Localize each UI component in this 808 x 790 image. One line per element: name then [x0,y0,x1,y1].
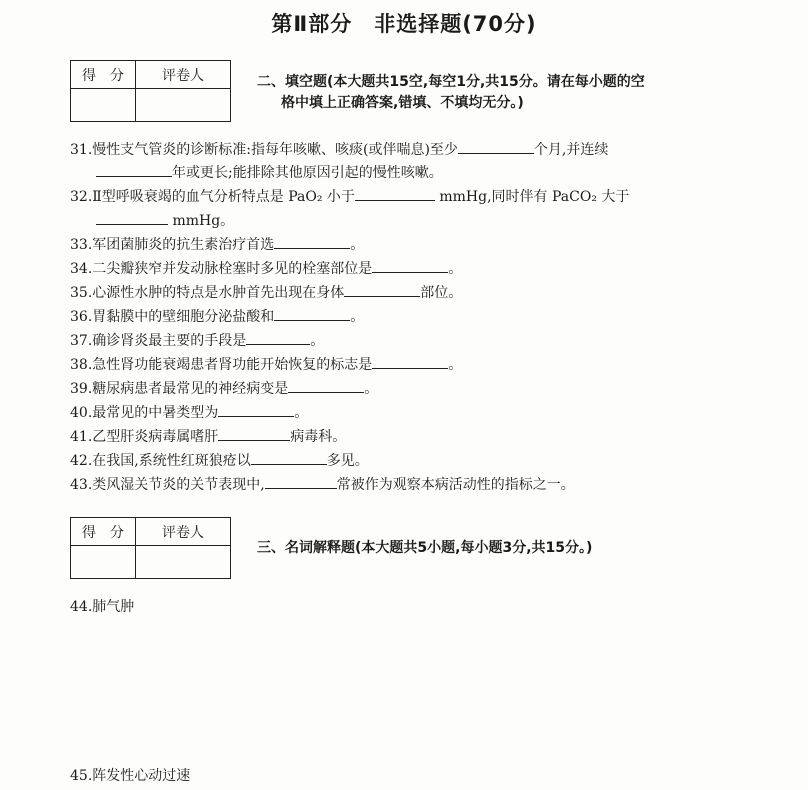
question-text: 。 [350,309,365,325]
answer-blank[interactable] [96,210,168,225]
answer-blank[interactable] [274,306,350,321]
score-label: 得 分 [71,61,136,89]
question-text: 病毒科。 [290,429,347,445]
question-text: 43.类风湿关节炎的关节表现中, [70,477,265,493]
answer-blank[interactable] [372,258,448,273]
grader-cell[interactable] [136,89,231,122]
section3-heading [257,538,592,559]
answer-blank[interactable] [251,450,327,465]
question-text: 多见。 [326,453,369,469]
question-32 [70,186,629,207]
question-text: 。 [364,381,379,397]
question-text: 40.最常见的中暑类型为 [70,405,219,421]
question-40 [70,402,308,423]
answer-blank[interactable] [96,162,172,177]
question-33 [70,234,364,255]
question-34 [70,258,462,279]
question-text: 。 [294,405,309,421]
question-44: 44.肺气肿 [70,599,135,615]
question-text: 31.慢性支气管炎的诊断标准:指每年咳嗽、咳痰(或伴喘息)至少 [70,142,458,158]
grader-label: 评卷人 [136,518,231,546]
question-36 [70,306,364,327]
question-text: 。 [310,333,325,349]
section2-heading [257,72,645,114]
grader-label: 评卷人 [136,61,231,89]
answer-blank[interactable] [246,330,310,345]
answer-blank[interactable] [372,354,448,369]
question-text: 个月,并连续 [533,142,609,158]
question-text: 42.在我国,系统性红斑狼疮以 [70,453,251,469]
question-39 [70,378,378,399]
score-table [70,60,231,122]
question-text: 36.胃黏膜中的壁细胞分泌盐酸和 [70,309,275,325]
answer-blank[interactable] [265,474,337,489]
answer-blank[interactable] [344,282,420,297]
answer-blank[interactable] [218,402,294,417]
question-42 [70,450,369,471]
question-43 [70,474,575,495]
section2-heading-line1: 二、填空题(本大题共15空,每空1分,共15分。请在每小题的空 [257,74,645,90]
question-text: 37.确诊肾炎最主要的手段是 [70,333,247,349]
question-32-cont [96,210,234,231]
question-text: 。 [448,357,463,373]
score-cell[interactable] [71,89,136,122]
question-text: 。 [448,261,463,277]
question-text: 年或更长;能排除其他原因引起的慢性咳嗽。 [172,165,443,181]
answer-blank[interactable] [274,234,350,249]
question-text: 。 [350,237,365,253]
score-cell[interactable] [71,546,136,579]
question-31 [70,139,608,160]
question-text: mmHg。 [172,213,235,229]
question-text: mmHg,同时伴有 PaCO₂ 大于 [439,189,630,205]
question-text: 38.急性肾功能衰竭患者肾功能开始恢复的标志是 [70,357,373,373]
question-text: 部位。 [420,285,463,301]
score-label: 得 分 [71,518,136,546]
question-text: 常被作为观察本病活动性的指标之一。 [336,477,575,493]
score-table [70,517,231,579]
question-38 [70,354,462,375]
answer-blank[interactable] [288,378,364,393]
question-text: 34.二尖瓣狭窄并发动脉栓塞时多见的栓塞部位是 [70,261,373,277]
section3-heading-text: 三、名词解释题(本大题共5小题,每小题3分,共15分。) [257,540,593,556]
answer-blank[interactable] [218,426,290,441]
question-41 [70,426,346,447]
answer-blank[interactable] [458,139,534,154]
question-37 [70,330,324,351]
question-45: 45.阵发性心动过速 [70,768,191,784]
part-title: 第Ⅱ部分 非选择题(70分) [271,12,537,36]
answer-blank[interactable] [355,186,435,201]
question-35 [70,282,462,303]
question-text: 32.Ⅱ型呼吸衰竭的血气分析特点是 PaO₂ 小于 [70,189,355,205]
question-text: 39.糖尿病患者最常见的神经病变是 [70,381,289,397]
question-text: 41.乙型肝炎病毒属嗜肝 [70,429,219,445]
section2-heading-line2: 格中填上正确答案,错填、不填均无分。) [281,95,524,111]
question-text: 35.心源性水肿的特点是水肿首先出现在身体 [70,285,345,301]
grader-cell[interactable] [136,546,231,579]
question-text: 33.军团菌肺炎的抗生素治疗首选 [70,237,275,253]
question-31-cont [96,162,443,183]
